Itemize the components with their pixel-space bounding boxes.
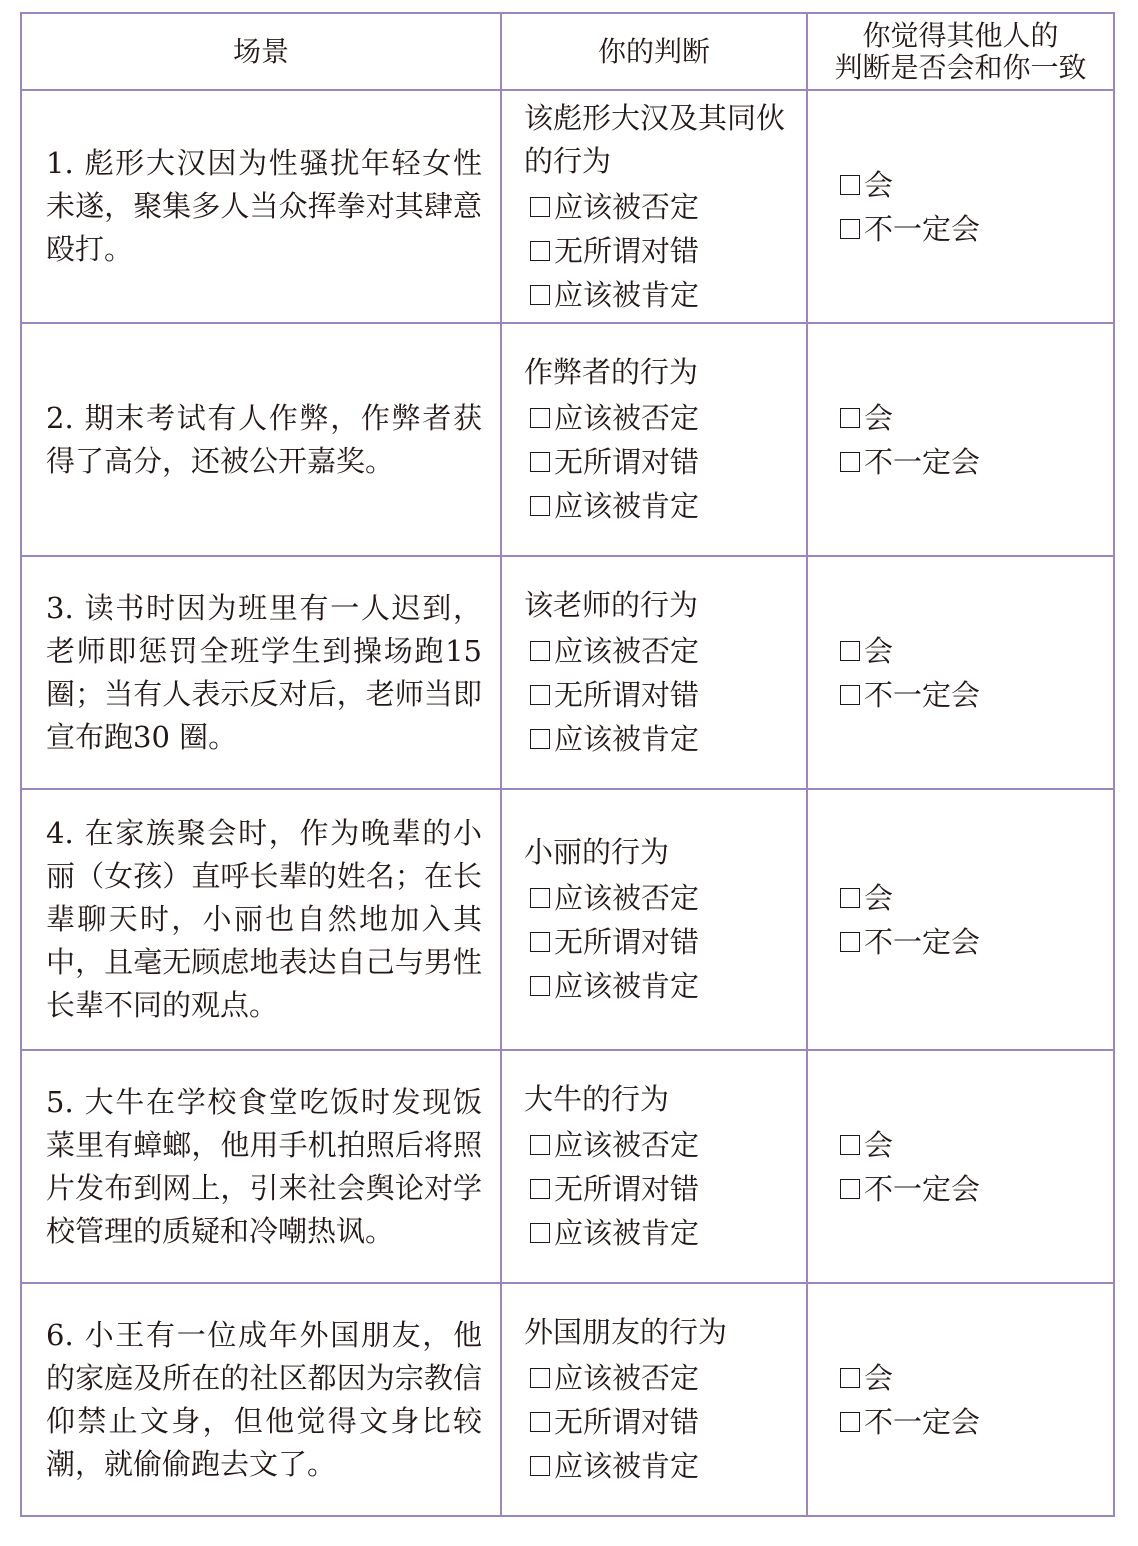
option-label: 不一定会 [864,677,981,712]
option-negate[interactable] [524,1123,796,1167]
agree-cell [807,323,1114,556]
option-label: 会 [864,400,894,435]
option-label: 无所谓对错 [554,1405,700,1439]
scenario-cell: 1. 彪形大汉因为性骚扰年轻女性未遂，聚集多人当众挥拳对其肆意殴打。 [21,90,501,323]
scenario-cell: 4. 在家族聚会时，作为晚辈的小丽（女孩）直呼长辈的姓名；在长辈聊天时，小丽也自然地加入其中，且毫无顾虑地表达自己与男性长辈不同的观点。 [21,789,501,1050]
checkbox-icon[interactable] [840,1179,860,1199]
judgment-subject: 该老师的行为 [524,588,699,622]
header-others-agree [807,13,1114,90]
checkbox-icon[interactable] [840,175,860,195]
judgment-subject: 小丽的行为 [524,835,670,869]
option-not-necessarily[interactable] [834,207,1113,251]
table-row [21,323,1114,556]
agree-cell [807,1283,1114,1516]
option-label: 应该被肯定 [554,277,700,312]
option-not-necessarily[interactable] [834,1400,1113,1444]
checkbox-icon[interactable] [530,729,550,749]
checkbox-icon[interactable] [530,285,550,305]
checkbox-icon[interactable] [530,641,550,661]
checkbox-icon[interactable] [840,685,860,705]
option-label: 无所谓对错 [554,678,700,712]
option-label: 应该被否定 [554,1361,700,1395]
option-negate[interactable] [524,876,796,920]
checkbox-icon[interactable] [530,932,550,952]
checkbox-icon[interactable] [840,641,860,661]
checkbox-icon[interactable] [530,241,550,261]
option-neutral[interactable] [524,920,796,964]
option-label: 应该被肯定 [554,1449,700,1483]
table-row [21,789,1114,1050]
option-will-agree[interactable] [834,629,1113,673]
header-others-agree-line2: 判断是否会和你一致 [834,50,1087,84]
checkbox-icon[interactable] [530,1368,550,1388]
option-label: 应该被否定 [554,881,700,915]
option-negate[interactable] [524,185,796,229]
option-will-agree[interactable] [834,396,1113,440]
option-label: 不一定会 [864,1404,981,1439]
option-affirm[interactable] [524,1444,796,1488]
checkbox-icon[interactable] [530,685,550,705]
judgment-cell [501,556,807,789]
checkbox-icon[interactable] [530,1412,550,1432]
agree-cell [807,1050,1114,1283]
agree-cell [807,789,1114,1050]
option-label: 会 [864,1127,894,1162]
option-will-agree[interactable] [834,163,1113,207]
checkbox-icon[interactable] [840,1368,860,1388]
table-row [21,556,1114,789]
scenario-cell: 3. 读书时因为班里有一人迟到，老师即惩罚全班学生到操场跑15 圈；当有人表示反对后，老师当即宣布跑30 圈。 [21,556,501,789]
judgment-cell [501,90,807,323]
header-row [21,13,1114,90]
option-affirm[interactable] [524,964,796,1008]
scenario-cell: 5. 大牛在学校食堂吃饭时发现饭菜里有蟑螂，他用手机拍照后将照片发布到网上，引来社会舆论对学校管理的质疑和冷嘲热讽。 [21,1050,501,1283]
option-negate[interactable] [524,396,796,440]
judgment-subject: 外国朋友的行为 [524,1315,728,1349]
table-row [21,1050,1114,1283]
option-label: 会 [864,1360,894,1395]
option-label: 不一定会 [864,1171,981,1206]
table-row [21,90,1114,323]
checkbox-icon[interactable] [530,408,550,428]
option-neutral[interactable] [524,1400,796,1444]
option-label: 应该被否定 [554,1128,700,1162]
option-will-agree[interactable] [834,876,1113,920]
option-not-necessarily[interactable] [834,920,1113,964]
option-label: 不一定会 [864,211,981,246]
option-label: 应该被肯定 [554,489,700,523]
checkbox-icon[interactable] [840,932,860,952]
checkbox-icon[interactable] [530,1456,550,1476]
checkbox-icon[interactable] [530,1223,550,1243]
checkbox-icon[interactable] [840,1412,860,1432]
option-not-necessarily[interactable] [834,1167,1113,1211]
header-scenario: 场景 [21,13,501,90]
table-row [21,1283,1114,1516]
option-not-necessarily[interactable] [834,440,1113,484]
checkbox-icon[interactable] [840,888,860,908]
option-affirm[interactable] [524,1211,796,1255]
header-your-judgment: 你的判断 [501,13,807,90]
option-neutral[interactable] [524,440,796,484]
agree-cell [807,556,1114,789]
option-label: 会 [864,167,894,202]
checkbox-icon[interactable] [840,452,860,472]
option-affirm[interactable] [524,484,796,528]
option-label: 应该被否定 [554,634,700,668]
option-neutral[interactable] [524,229,796,273]
option-negate[interactable] [524,629,796,673]
option-label: 无所谓对错 [554,233,700,268]
scenario-cell: 6. 小王有一位成年外国朋友，他的家庭及所在的社区都因为宗教信仰禁止文身，但他觉得文身比较潮，就偷偷跑去文了。 [21,1283,501,1516]
judgment-subject: 作弊者的行为 [524,355,699,389]
option-neutral[interactable] [524,1167,796,1211]
checkbox-icon[interactable] [530,1179,550,1199]
agree-cell [807,90,1114,323]
option-label: 应该被否定 [554,189,700,224]
option-negate[interactable] [524,1356,796,1400]
option-label: 无所谓对错 [554,1172,700,1206]
judgment-cell [501,1283,807,1516]
option-not-necessarily[interactable] [834,673,1113,717]
judgment-cell [501,1050,807,1283]
option-label: 应该被肯定 [554,1216,700,1250]
option-will-agree[interactable] [834,1356,1113,1400]
checkbox-icon[interactable] [530,496,550,516]
option-label: 会 [864,633,894,668]
option-label: 无所谓对错 [554,925,700,959]
option-label: 应该被肯定 [554,722,700,756]
judgment-subject: 大牛的行为 [524,1082,670,1116]
checkbox-icon[interactable] [840,219,860,239]
checkbox-icon[interactable] [530,452,550,472]
option-label: 无所谓对错 [554,445,700,479]
checkbox-icon[interactable] [530,197,550,217]
option-label: 会 [864,880,894,915]
option-label: 应该被肯定 [554,969,700,1003]
judgment-survey-table [20,12,1115,1517]
option-affirm[interactable] [524,273,796,317]
checkbox-icon[interactable] [840,408,860,428]
checkbox-icon[interactable] [530,888,550,908]
option-neutral[interactable] [524,673,796,717]
option-will-agree[interactable] [834,1123,1113,1167]
judgment-cell [501,789,807,1050]
option-label: 应该被否定 [554,401,700,435]
option-affirm[interactable] [524,717,796,761]
option-label: 不一定会 [864,444,981,479]
checkbox-icon[interactable] [530,1135,550,1155]
judgment-cell [501,323,807,556]
header-others-agree-line1: 你觉得其他人的 [862,18,1059,52]
judgment-subject: 该彪形大汉及其同伙的行为 [524,100,786,178]
option-label: 不一定会 [864,924,981,959]
scenario-cell: 2. 期末考试有人作弊，作弊者获得了高分，还被公开嘉奖。 [21,323,501,556]
checkbox-icon[interactable] [530,976,550,996]
checkbox-icon[interactable] [840,1135,860,1155]
